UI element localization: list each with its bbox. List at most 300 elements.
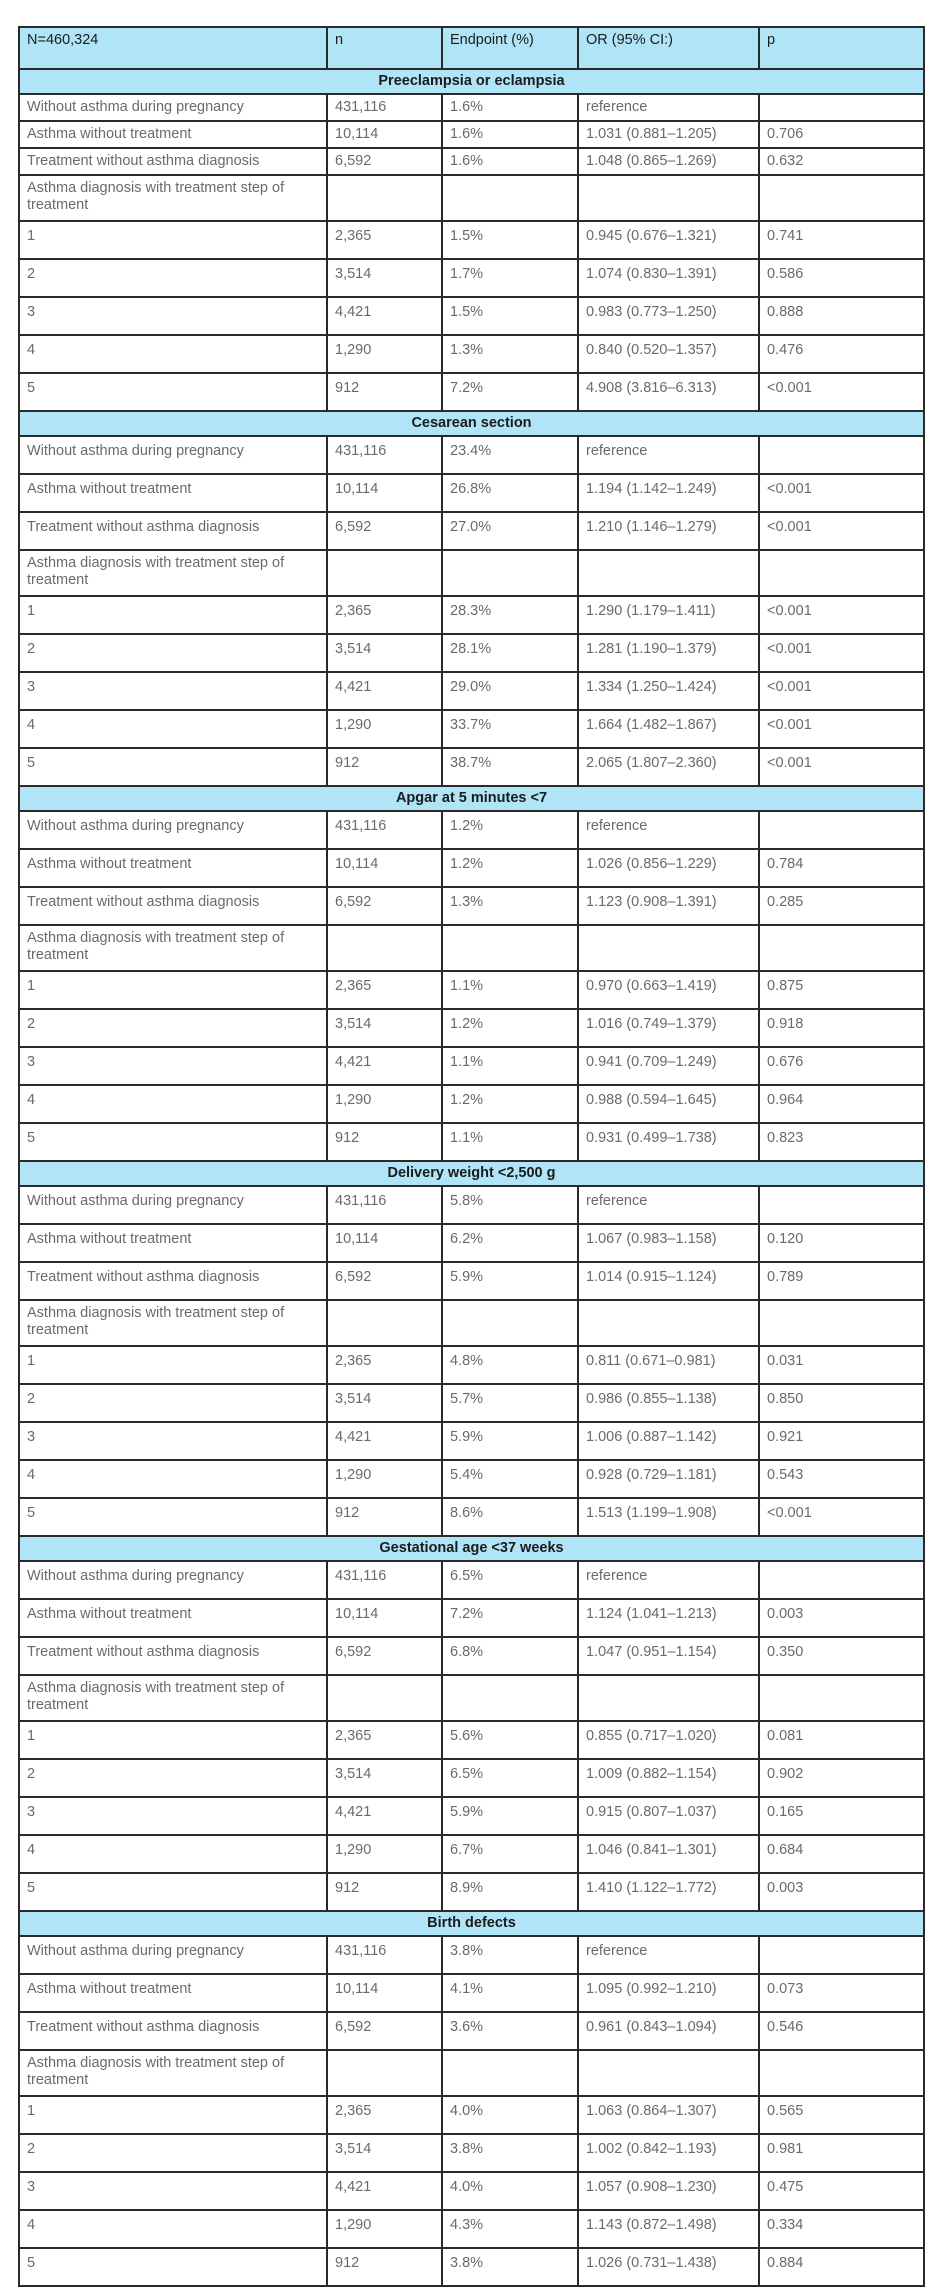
table-row xyxy=(19,925,924,971)
n-cell xyxy=(327,550,442,596)
table-row xyxy=(19,672,924,710)
p-value-cell: 0.964 xyxy=(759,1085,924,1123)
table-row xyxy=(19,1561,924,1599)
odds-ratio-cell: 0.928 (0.729–1.181) xyxy=(578,1460,759,1498)
n-cell: 2,365 xyxy=(327,221,442,259)
endpoint-cell: 29.0% xyxy=(442,672,578,710)
endpoint-cell: 1.5% xyxy=(442,297,578,335)
endpoint-cell: 1.6% xyxy=(442,94,578,121)
odds-ratio-cell: 1.074 (0.830–1.391) xyxy=(578,259,759,297)
table-row xyxy=(19,1873,924,1911)
n-cell: 912 xyxy=(327,2248,442,2286)
table-header xyxy=(19,27,924,69)
table-row xyxy=(19,1637,924,1675)
table-row xyxy=(19,1599,924,1637)
n-cell: 2,365 xyxy=(327,1721,442,1759)
p-value-cell xyxy=(759,175,924,221)
n-cell: 4,421 xyxy=(327,297,442,335)
n-cell: 6,592 xyxy=(327,512,442,550)
group-cell: Asthma diagnosis with treatment step of treatment xyxy=(19,2050,327,2096)
table-row xyxy=(19,2134,924,2172)
endpoint-cell: 6.7% xyxy=(442,1835,578,1873)
endpoint-cell: 5.4% xyxy=(442,1460,578,1498)
p-value-cell: 0.475 xyxy=(759,2172,924,2210)
p-value-cell: 0.081 xyxy=(759,1721,924,1759)
header-p-value: p xyxy=(759,27,924,69)
table-row xyxy=(19,1460,924,1498)
endpoint-cell: 1.6% xyxy=(442,148,578,175)
p-value-cell: 0.902 xyxy=(759,1759,924,1797)
header-odds-ratio: OR (95% CI:) xyxy=(578,27,759,69)
group-cell: 3 xyxy=(19,297,327,335)
n-cell: 10,114 xyxy=(327,474,442,512)
section-title: Preeclampsia or eclampsia xyxy=(19,69,924,94)
odds-ratio-cell: reference xyxy=(578,94,759,121)
p-value-cell: 0.676 xyxy=(759,1047,924,1085)
p-value-cell: <0.001 xyxy=(759,748,924,786)
p-value-cell: <0.001 xyxy=(759,596,924,634)
p-value-cell: 0.003 xyxy=(759,1873,924,1911)
odds-ratio-cell: reference xyxy=(578,811,759,849)
table-row xyxy=(19,297,924,335)
group-cell: Treatment without asthma diagnosis xyxy=(19,512,327,550)
p-value-cell xyxy=(759,925,924,971)
table-row xyxy=(19,436,924,474)
p-value-cell: 0.285 xyxy=(759,887,924,925)
n-cell: 1,290 xyxy=(327,1085,442,1123)
endpoint-cell: 33.7% xyxy=(442,710,578,748)
endpoint-cell: 7.2% xyxy=(442,1599,578,1637)
group-cell: Without asthma during pregnancy xyxy=(19,94,327,121)
odds-ratio-cell: 1.048 (0.865–1.269) xyxy=(578,148,759,175)
p-value-cell: 0.334 xyxy=(759,2210,924,2248)
group-cell: Treatment without asthma diagnosis xyxy=(19,887,327,925)
endpoint-cell: 3.8% xyxy=(442,1936,578,1974)
n-cell xyxy=(327,175,442,221)
odds-ratio-cell: reference xyxy=(578,436,759,474)
group-cell: 2 xyxy=(19,259,327,297)
endpoint-cell: 6.5% xyxy=(442,1759,578,1797)
odds-ratio-cell xyxy=(578,925,759,971)
endpoint-cell: 1.2% xyxy=(442,1085,578,1123)
endpoint-cell: 1.1% xyxy=(442,1123,578,1161)
table-row xyxy=(19,596,924,634)
p-value-cell xyxy=(759,436,924,474)
table-row xyxy=(19,1224,924,1262)
n-cell: 10,114 xyxy=(327,121,442,148)
odds-ratio-cell xyxy=(578,175,759,221)
p-value-cell: <0.001 xyxy=(759,512,924,550)
group-cell: 4 xyxy=(19,1085,327,1123)
group-cell: 5 xyxy=(19,1123,327,1161)
group-cell: 5 xyxy=(19,748,327,786)
group-cell: 3 xyxy=(19,1422,327,1460)
endpoint-cell: 5.9% xyxy=(442,1422,578,1460)
group-cell: Asthma without treatment xyxy=(19,474,327,512)
n-cell: 10,114 xyxy=(327,1599,442,1637)
endpoint-cell: 1.2% xyxy=(442,849,578,887)
section-header-row xyxy=(19,69,924,94)
endpoint-cell: 28.1% xyxy=(442,634,578,672)
table-row xyxy=(19,887,924,925)
n-cell: 912 xyxy=(327,748,442,786)
table-row xyxy=(19,971,924,1009)
p-value-cell: <0.001 xyxy=(759,672,924,710)
table-row xyxy=(19,634,924,672)
odds-ratio-cell: 4.908 (3.816–6.313) xyxy=(578,373,759,411)
endpoint-cell xyxy=(442,1675,578,1721)
section-title: Apgar at 5 minutes <7 xyxy=(19,786,924,811)
table-row xyxy=(19,1262,924,1300)
table-row xyxy=(19,1974,924,2012)
table-row xyxy=(19,2172,924,2210)
header-cohort: N=460,324 xyxy=(19,27,327,69)
n-cell: 3,514 xyxy=(327,1384,442,1422)
odds-ratio-cell: 0.855 (0.717–1.020) xyxy=(578,1721,759,1759)
odds-ratio-cell: 1.123 (0.908–1.391) xyxy=(578,887,759,925)
endpoint-cell: 6.5% xyxy=(442,1561,578,1599)
p-value-cell: 0.003 xyxy=(759,1599,924,1637)
odds-ratio-cell: 1.046 (0.841–1.301) xyxy=(578,1835,759,1873)
n-cell: 2,365 xyxy=(327,2096,442,2134)
odds-ratio-cell: 1.194 (1.142–1.249) xyxy=(578,474,759,512)
table-row xyxy=(19,1009,924,1047)
group-cell: 4 xyxy=(19,1460,327,1498)
p-value-cell xyxy=(759,94,924,121)
n-cell: 431,116 xyxy=(327,1936,442,1974)
n-cell: 4,421 xyxy=(327,1047,442,1085)
n-cell: 6,592 xyxy=(327,1262,442,1300)
n-cell: 431,116 xyxy=(327,1561,442,1599)
odds-ratio-cell: 2.065 (1.807–2.360) xyxy=(578,748,759,786)
endpoint-cell xyxy=(442,925,578,971)
endpoint-cell: 6.2% xyxy=(442,1224,578,1262)
n-cell: 10,114 xyxy=(327,1224,442,1262)
endpoint-cell: 8.6% xyxy=(442,1498,578,1536)
endpoint-cell: 38.7% xyxy=(442,748,578,786)
n-cell: 6,592 xyxy=(327,1637,442,1675)
odds-ratio-cell: 0.983 (0.773–1.250) xyxy=(578,297,759,335)
table-row xyxy=(19,474,924,512)
odds-ratio-cell: 1.334 (1.250–1.424) xyxy=(578,672,759,710)
endpoint-cell xyxy=(442,2050,578,2096)
n-cell: 431,116 xyxy=(327,811,442,849)
p-value-cell: 0.823 xyxy=(759,1123,924,1161)
odds-ratio-cell: 0.915 (0.807–1.037) xyxy=(578,1797,759,1835)
n-cell: 3,514 xyxy=(327,634,442,672)
n-cell: 912 xyxy=(327,1498,442,1536)
n-cell: 6,592 xyxy=(327,887,442,925)
p-value-cell: 0.741 xyxy=(759,221,924,259)
endpoint-cell: 4.1% xyxy=(442,1974,578,2012)
n-cell xyxy=(327,1675,442,1721)
n-cell: 2,365 xyxy=(327,1346,442,1384)
endpoint-cell: 4.8% xyxy=(442,1346,578,1384)
odds-ratio-cell: 1.006 (0.887–1.142) xyxy=(578,1422,759,1460)
section-title: Gestational age <37 weeks xyxy=(19,1536,924,1561)
n-cell: 3,514 xyxy=(327,2134,442,2172)
endpoint-cell: 1.3% xyxy=(442,887,578,925)
p-value-cell: 0.586 xyxy=(759,259,924,297)
n-cell: 6,592 xyxy=(327,148,442,175)
odds-ratio-cell xyxy=(578,1300,759,1346)
n-cell: 4,421 xyxy=(327,1797,442,1835)
table-row xyxy=(19,1759,924,1797)
p-value-cell xyxy=(759,1675,924,1721)
odds-ratio-cell: 1.047 (0.951–1.154) xyxy=(578,1637,759,1675)
group-cell: Asthma diagnosis with treatment step of treatment xyxy=(19,550,327,596)
endpoint-cell: 1.3% xyxy=(442,335,578,373)
n-cell: 6,592 xyxy=(327,2012,442,2050)
odds-ratio-cell: 1.031 (0.881–1.205) xyxy=(578,121,759,148)
p-value-cell: 0.784 xyxy=(759,849,924,887)
table-row xyxy=(19,2210,924,2248)
endpoint-cell: 4.0% xyxy=(442,2096,578,2134)
group-cell: Asthma diagnosis with treatment step of treatment xyxy=(19,925,327,971)
p-value-cell: 0.918 xyxy=(759,1009,924,1047)
group-cell: Treatment without asthma diagnosis xyxy=(19,148,327,175)
n-cell: 912 xyxy=(327,1123,442,1161)
endpoint-cell: 1.6% xyxy=(442,121,578,148)
endpoint-cell: 4.0% xyxy=(442,2172,578,2210)
group-cell: 4 xyxy=(19,2210,327,2248)
endpoint-cell: 26.8% xyxy=(442,474,578,512)
odds-ratio-cell: 1.210 (1.146–1.279) xyxy=(578,512,759,550)
n-cell: 431,116 xyxy=(327,94,442,121)
table-row xyxy=(19,1797,924,1835)
group-cell: 4 xyxy=(19,1835,327,1873)
p-value-cell: 0.565 xyxy=(759,2096,924,2134)
table-row xyxy=(19,148,924,175)
table-row xyxy=(19,2248,924,2286)
n-cell: 3,514 xyxy=(327,1759,442,1797)
n-cell xyxy=(327,925,442,971)
endpoint-cell: 27.0% xyxy=(442,512,578,550)
table-row xyxy=(19,1300,924,1346)
odds-ratio-cell: reference xyxy=(578,1561,759,1599)
p-value-cell: 0.789 xyxy=(759,1262,924,1300)
section-header-row xyxy=(19,1536,924,1561)
odds-ratio-cell: 1.009 (0.882–1.154) xyxy=(578,1759,759,1797)
odds-ratio-cell: 0.931 (0.499–1.738) xyxy=(578,1123,759,1161)
table-row xyxy=(19,2050,924,2096)
p-value-cell: 0.850 xyxy=(759,1384,924,1422)
p-value-cell xyxy=(759,1936,924,1974)
endpoint-cell: 1.2% xyxy=(442,1009,578,1047)
table-row xyxy=(19,335,924,373)
table-row xyxy=(19,1047,924,1085)
section-header-row xyxy=(19,1161,924,1186)
section-header-row xyxy=(19,1911,924,1936)
table-row xyxy=(19,259,924,297)
p-value-cell: 0.632 xyxy=(759,148,924,175)
p-value-cell: 0.884 xyxy=(759,2248,924,2286)
endpoint-cell: 1.7% xyxy=(442,259,578,297)
group-cell: 1 xyxy=(19,1721,327,1759)
group-cell: Treatment without asthma diagnosis xyxy=(19,2012,327,2050)
group-cell: Treatment without asthma diagnosis xyxy=(19,1262,327,1300)
p-value-cell: 0.120 xyxy=(759,1224,924,1262)
table-row xyxy=(19,2012,924,2050)
group-cell: Asthma without treatment xyxy=(19,1974,327,2012)
odds-ratio-cell: 0.988 (0.594–1.645) xyxy=(578,1085,759,1123)
odds-ratio-cell: 1.014 (0.915–1.124) xyxy=(578,1262,759,1300)
odds-ratio-cell: 0.961 (0.843–1.094) xyxy=(578,2012,759,2050)
p-value-cell: 0.875 xyxy=(759,971,924,1009)
odds-ratio-cell: reference xyxy=(578,1186,759,1224)
table-row xyxy=(19,94,924,121)
n-cell: 1,290 xyxy=(327,710,442,748)
group-cell: Without asthma during pregnancy xyxy=(19,1561,327,1599)
group-cell: 1 xyxy=(19,596,327,634)
p-value-cell: 0.543 xyxy=(759,1460,924,1498)
odds-ratio-cell: 1.290 (1.179–1.411) xyxy=(578,596,759,634)
table-row xyxy=(19,1675,924,1721)
odds-ratio-cell: 1.664 (1.482–1.867) xyxy=(578,710,759,748)
group-cell: 3 xyxy=(19,2172,327,2210)
p-value-cell: 0.031 xyxy=(759,1346,924,1384)
odds-ratio-cell: 1.067 (0.983–1.158) xyxy=(578,1224,759,1262)
n-cell: 2,365 xyxy=(327,971,442,1009)
endpoint-cell xyxy=(442,1300,578,1346)
group-cell: 2 xyxy=(19,1009,327,1047)
n-cell: 2,365 xyxy=(327,596,442,634)
section-title: Cesarean section xyxy=(19,411,924,436)
p-value-cell: 0.546 xyxy=(759,2012,924,2050)
endpoint-cell: 23.4% xyxy=(442,436,578,474)
p-value-cell: <0.001 xyxy=(759,474,924,512)
table-row xyxy=(19,1186,924,1224)
endpoint-cell: 1.2% xyxy=(442,811,578,849)
group-cell: 1 xyxy=(19,971,327,1009)
endpoint-cell: 4.3% xyxy=(442,2210,578,2248)
n-cell: 4,421 xyxy=(327,672,442,710)
table-body xyxy=(19,69,924,2286)
odds-ratio-cell xyxy=(578,1675,759,1721)
p-value-cell xyxy=(759,1561,924,1599)
p-value-cell: 0.981 xyxy=(759,2134,924,2172)
table-row xyxy=(19,849,924,887)
group-cell: 1 xyxy=(19,2096,327,2134)
odds-ratio-cell: 0.840 (0.520–1.357) xyxy=(578,335,759,373)
endpoint-cell xyxy=(442,550,578,596)
odds-ratio-cell: 0.986 (0.855–1.138) xyxy=(578,1384,759,1422)
endpoint-cell xyxy=(442,175,578,221)
odds-ratio-cell: 1.002 (0.842–1.193) xyxy=(578,2134,759,2172)
odds-ratio-cell: reference xyxy=(578,1936,759,1974)
group-cell: 3 xyxy=(19,1047,327,1085)
group-cell: Without asthma during pregnancy xyxy=(19,436,327,474)
table-row xyxy=(19,1936,924,1974)
p-value-cell: 0.684 xyxy=(759,1835,924,1873)
table-row xyxy=(19,175,924,221)
p-value-cell: <0.001 xyxy=(759,373,924,411)
endpoint-cell: 5.9% xyxy=(442,1262,578,1300)
p-value-cell: 0.476 xyxy=(759,335,924,373)
p-value-cell xyxy=(759,1186,924,1224)
table-row xyxy=(19,1835,924,1873)
p-value-cell: 0.165 xyxy=(759,1797,924,1835)
odds-ratio-cell: 1.281 (1.190–1.379) xyxy=(578,634,759,672)
group-cell: 2 xyxy=(19,1759,327,1797)
endpoint-cell: 1.1% xyxy=(442,971,578,1009)
odds-ratio-cell: 1.095 (0.992–1.210) xyxy=(578,1974,759,2012)
table-row xyxy=(19,550,924,596)
header-row xyxy=(19,27,924,69)
group-cell: 3 xyxy=(19,672,327,710)
table-row xyxy=(19,710,924,748)
n-cell: 1,290 xyxy=(327,1460,442,1498)
p-value-cell: 0.921 xyxy=(759,1422,924,1460)
odds-ratio-cell: 1.026 (0.731–1.438) xyxy=(578,2248,759,2286)
endpoint-cell: 3.8% xyxy=(442,2134,578,2172)
endpoint-cell: 1.1% xyxy=(442,1047,578,1085)
p-value-cell: 0.888 xyxy=(759,297,924,335)
group-cell: Asthma diagnosis with treatment step of treatment xyxy=(19,1675,327,1721)
group-cell: Treatment without asthma diagnosis xyxy=(19,1637,327,1675)
section-header-row xyxy=(19,411,924,436)
p-value-cell xyxy=(759,1300,924,1346)
endpoint-cell: 7.2% xyxy=(442,373,578,411)
endpoint-cell: 5.7% xyxy=(442,1384,578,1422)
table-row xyxy=(19,121,924,148)
endpoint-cell: 8.9% xyxy=(442,1873,578,1911)
odds-ratio-cell: 1.513 (1.199–1.908) xyxy=(578,1498,759,1536)
table-row xyxy=(19,1721,924,1759)
odds-ratio-cell: 1.124 (1.041–1.213) xyxy=(578,1599,759,1637)
section-header-row xyxy=(19,786,924,811)
group-cell: Without asthma during pregnancy xyxy=(19,811,327,849)
table-row xyxy=(19,221,924,259)
group-cell: Asthma diagnosis with treatment step of treatment xyxy=(19,175,327,221)
n-cell: 10,114 xyxy=(327,1974,442,2012)
group-cell: 5 xyxy=(19,2248,327,2286)
n-cell: 3,514 xyxy=(327,1009,442,1047)
odds-ratio-cell: 1.057 (0.908–1.230) xyxy=(578,2172,759,2210)
group-cell: 5 xyxy=(19,373,327,411)
table-row xyxy=(19,1422,924,1460)
group-cell: 5 xyxy=(19,1873,327,1911)
n-cell: 912 xyxy=(327,373,442,411)
odds-ratio-cell: 1.063 (0.864–1.307) xyxy=(578,2096,759,2134)
n-cell xyxy=(327,1300,442,1346)
odds-ratio-cell: 0.811 (0.671–0.981) xyxy=(578,1346,759,1384)
odds-ratio-cell: 0.941 (0.709–1.249) xyxy=(578,1047,759,1085)
p-value-cell: <0.001 xyxy=(759,634,924,672)
endpoint-cell: 5.9% xyxy=(442,1797,578,1835)
n-cell: 4,421 xyxy=(327,1422,442,1460)
odds-ratio-cell: 0.945 (0.676–1.321) xyxy=(578,221,759,259)
p-value-cell: 0.706 xyxy=(759,121,924,148)
n-cell: 431,116 xyxy=(327,1186,442,1224)
group-cell: Asthma without treatment xyxy=(19,849,327,887)
n-cell: 912 xyxy=(327,1873,442,1911)
endpoint-cell: 1.5% xyxy=(442,221,578,259)
n-cell xyxy=(327,2050,442,2096)
table-row xyxy=(19,2096,924,2134)
n-cell: 1,290 xyxy=(327,1835,442,1873)
p-value-cell: <0.001 xyxy=(759,1498,924,1536)
p-value-cell xyxy=(759,811,924,849)
endpoint-cell: 5.8% xyxy=(442,1186,578,1224)
table-row xyxy=(19,1498,924,1536)
odds-ratio-cell: 1.026 (0.856–1.229) xyxy=(578,849,759,887)
endpoint-cell: 3.6% xyxy=(442,2012,578,2050)
p-value-cell xyxy=(759,2050,924,2096)
group-cell: 3 xyxy=(19,1797,327,1835)
table-row xyxy=(19,1346,924,1384)
table-row xyxy=(19,1085,924,1123)
